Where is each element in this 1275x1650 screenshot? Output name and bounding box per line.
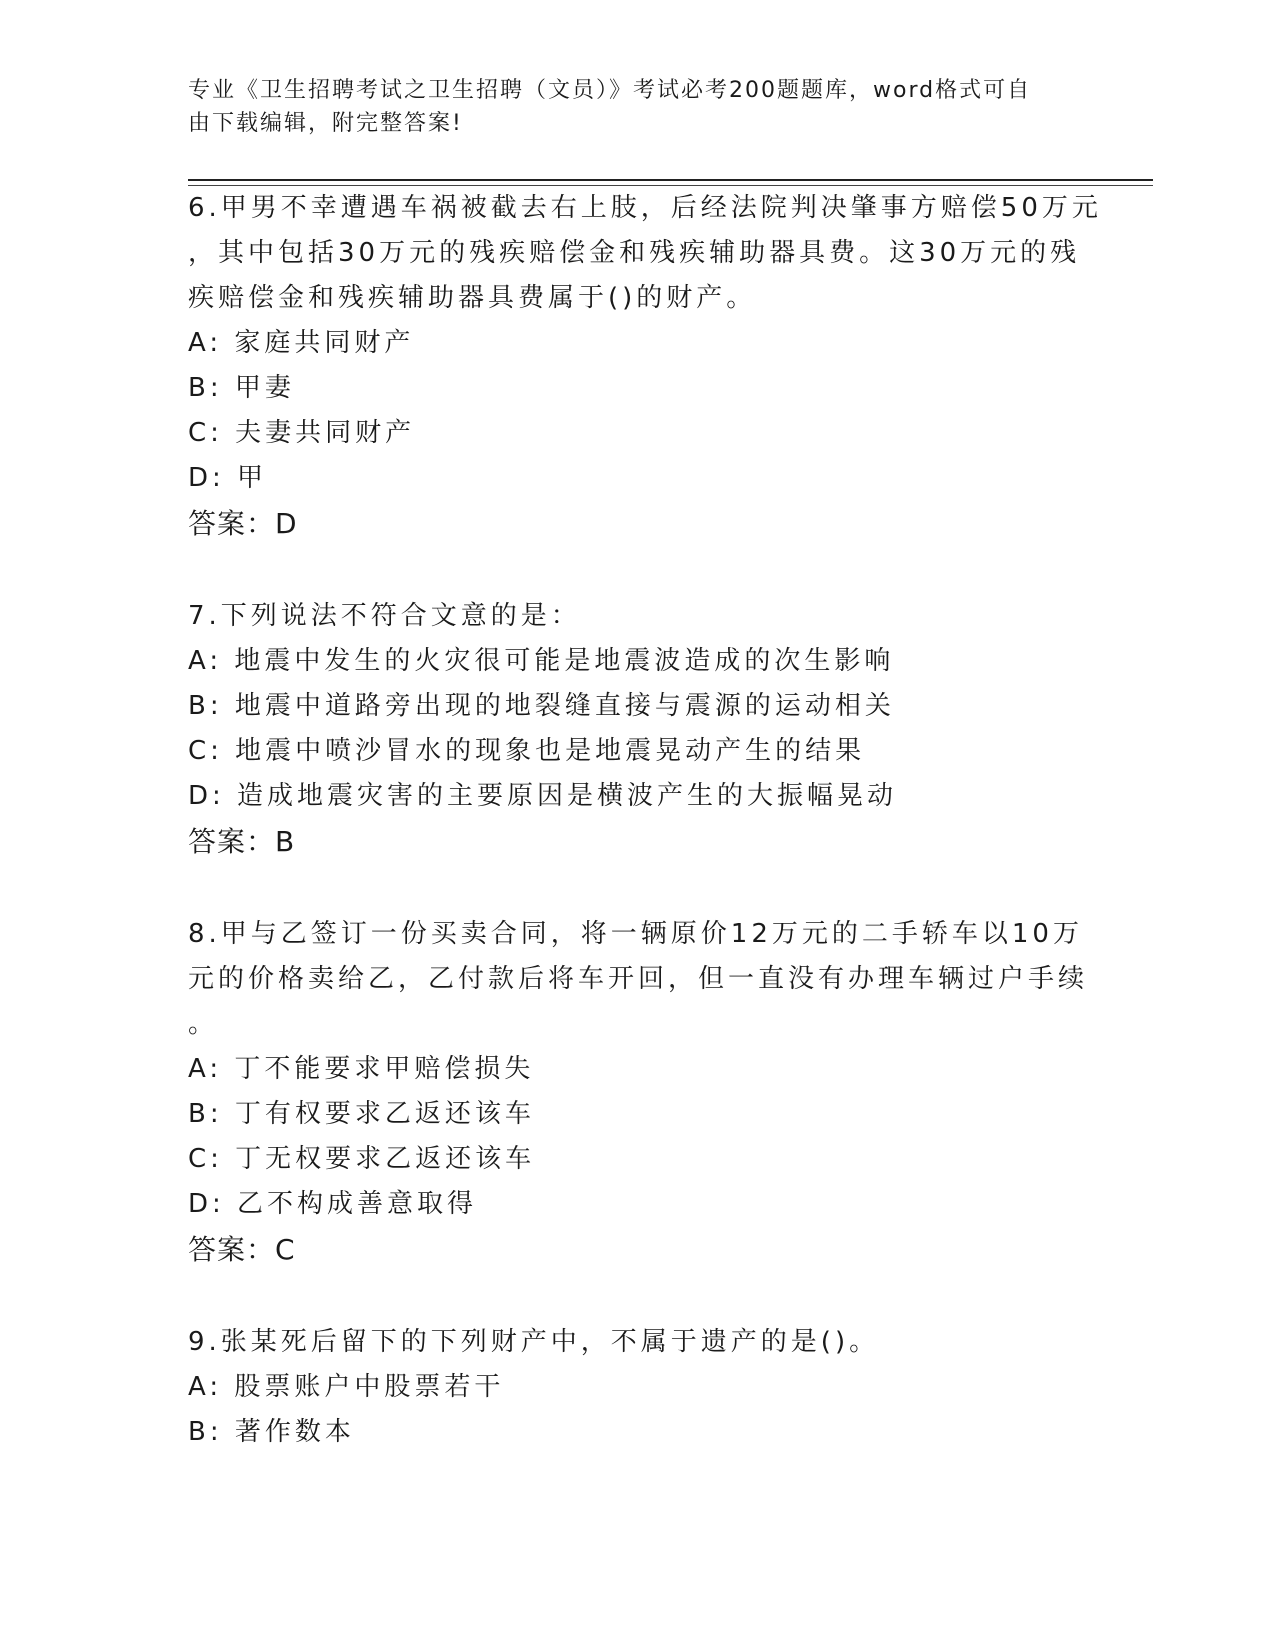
question-6-answer: 答案：D <box>188 507 298 540</box>
header-divider-thick <box>188 179 1153 181</box>
question-9-line-1: 9.张某死后留下的下列财产中，不属于遗产的是()。 <box>188 1327 880 1357</box>
header-line-1: 专业《卫生招聘考试之卫生招聘（文员）》考试必考200题题库，word格式可自 <box>188 78 1032 103</box>
question-9-option-b: B: 著作数本 <box>188 1417 355 1447</box>
question-7-option-b: B: 地震中道路旁出现的地裂缝直接与震源的运动相关 <box>188 691 895 721</box>
question-6-option-d: D: 甲 <box>188 463 268 493</box>
question-8-option-b: B: 丁有权要求乙返还该车 <box>188 1099 535 1129</box>
question-8-line-2: 元的价格卖给乙，乙付款后将车开回，但一直没有办理车辆过户手续 <box>188 964 1089 994</box>
question-7-option-a: A: 地震中发生的火灾很可能是地震波造成的次生影响 <box>188 646 895 676</box>
question-7-option-d: D: 造成地震灾害的主要原因是横波产生的大振幅晃动 <box>188 781 898 811</box>
question-6-option-c: C: 夫妻共同财产 <box>188 418 416 448</box>
header-line-2: 由下载编辑，附完整答案! <box>188 111 463 136</box>
question-9-option-a: A: 股票账户中股票若干 <box>188 1372 505 1402</box>
question-7-option-c: C: 地震中喷沙冒水的现象也是地震晃动产生的结果 <box>188 736 866 766</box>
question-8-line-3: 。 <box>188 1009 219 1039</box>
question-7-line-1: 7.下列说法不符合文意的是： <box>188 601 581 631</box>
question-8-answer: 答案：C <box>188 1233 296 1266</box>
question-8-option-d: D: 乙不构成善意取得 <box>188 1189 478 1219</box>
question-6-line-1: 6.甲男不幸遭遇车祸被截去右上肢，后经法院判决肇事方赔偿50万元 <box>188 193 1102 223</box>
question-8-option-c: C: 丁无权要求乙返还该车 <box>188 1144 536 1174</box>
question-6-line-2: ，其中包括30万元的残疾赔偿金和残疾辅助器具费。这30万元的残 <box>188 238 1081 268</box>
question-6-line-3: 疾赔偿金和残疾辅助器具费属于()的财产。 <box>188 283 757 313</box>
question-6-option-b: B: 甲妻 <box>188 373 295 403</box>
document-header <box>188 74 1068 140</box>
header-divider-thin <box>188 185 1153 186</box>
question-8-line-1: 8.甲与乙签订一份买卖合同，将一辆原价12万元的二手轿车以10万 <box>188 919 1083 949</box>
question-7-answer: 答案：B <box>188 825 296 858</box>
question-8-option-a: A: 丁不能要求甲赔偿损失 <box>188 1054 535 1084</box>
question-6-option-a: A: 家庭共同财产 <box>188 328 415 358</box>
